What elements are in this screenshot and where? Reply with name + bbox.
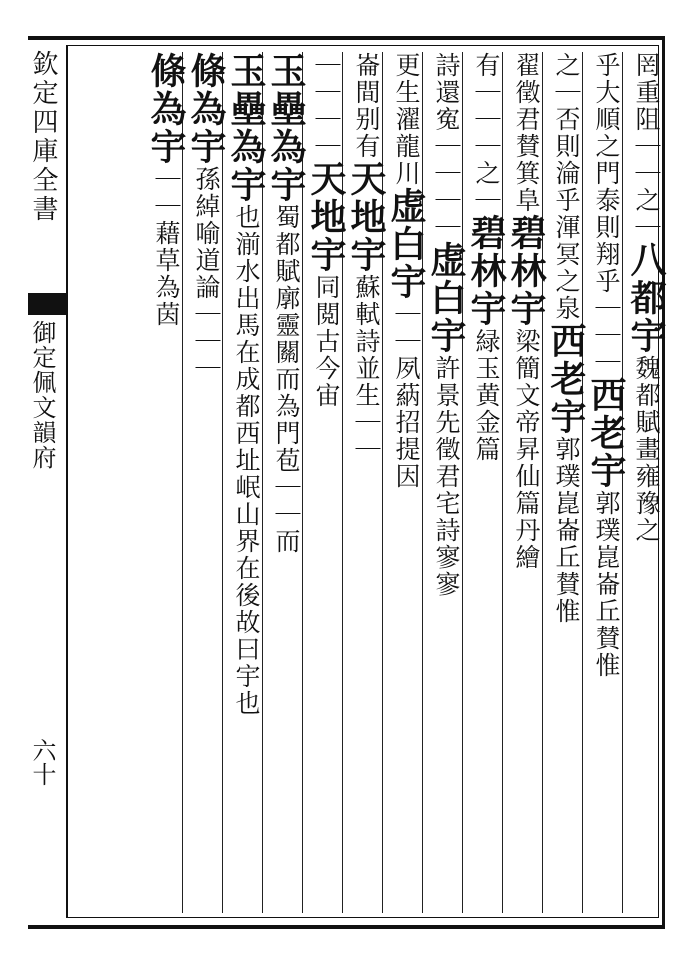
- text-column: [305, 52, 347, 916]
- entry-headword: 碧林宇: [505, 214, 547, 328]
- text-column: [625, 52, 667, 916]
- text-column: [225, 52, 267, 916]
- entry-text: ｜｜｜｜: [312, 52, 341, 160]
- entry-headword: 天地宇: [345, 160, 387, 274]
- text-column: [545, 52, 587, 916]
- entry-text: 有｜｜｜之｜: [472, 52, 501, 214]
- entry-text: 許景先徵君宅詩寥寥: [432, 355, 461, 598]
- entry-headword: 天地宇: [305, 160, 347, 274]
- entry-text: 緑玉黄金篇: [472, 328, 501, 463]
- entry-text: 也湔水出馬在成都西址岷山界在後故曰宇也: [232, 204, 261, 717]
- text-column: [385, 52, 427, 916]
- entry-headword: 條為宇: [185, 52, 227, 166]
- text-column: [345, 52, 387, 916]
- text-column: [265, 52, 307, 916]
- frame-top-border: [28, 36, 665, 40]
- text-column: [505, 52, 547, 916]
- frame-bottom-border: [28, 925, 665, 929]
- text-column: [425, 52, 467, 916]
- entry-text: 崙間别有: [352, 52, 381, 160]
- entry-headword: 玉壘為宇: [265, 52, 307, 204]
- entry-text: 詩還寃｜｜｜｜: [432, 52, 461, 241]
- entry-text: ｜｜藉草為茵: [152, 166, 181, 328]
- entry-text: 之｜否則淪乎渾冥之泉: [552, 52, 581, 322]
- text-column: [585, 52, 627, 916]
- entry-text: 蜀都賦廓靈關而為門苞｜｜而: [272, 204, 301, 555]
- text-column: [145, 52, 187, 916]
- entry-text: 梁簡文帝昇仙篇丹繪: [512, 328, 541, 571]
- entry-text: 乎大順之門泰則翔乎｜｜｜: [592, 52, 621, 376]
- frame-top-inner-border: [68, 45, 659, 46]
- entry-text: 翟徵君賛箕阜: [512, 52, 541, 214]
- frame-bottom-inner-border: [68, 917, 659, 918]
- book-title: 御定佩文韻府: [28, 320, 56, 470]
- entry-headword: 碧林宇: [465, 214, 507, 328]
- entry-text: 郭璞崑崙丘賛惟: [592, 490, 621, 679]
- page-number: 六十: [28, 738, 56, 786]
- entry-text: 孫綽喻道論｜｜｜: [192, 166, 221, 382]
- entry-text: 郭璞崑崙丘賛惟: [552, 436, 581, 625]
- collection-title: 欽定四庫全書: [28, 50, 58, 224]
- entry-headword: 八都宇: [625, 241, 667, 355]
- entry-text: 罔重阻｜｜之｜: [632, 52, 661, 241]
- text-column: [465, 52, 507, 916]
- entry-headword: 玉壘為宇: [225, 52, 267, 204]
- text-column: [185, 52, 227, 916]
- entry-headword: 虚白宇: [425, 241, 467, 355]
- entry-text: 魏都賦畫雍豫之: [632, 355, 661, 544]
- entry-headword: 西老宇: [545, 322, 587, 436]
- entry-text: ｜｜夙蒳招提因: [392, 301, 421, 490]
- entry-text: 蘇軾詩並生｜｜: [352, 274, 381, 463]
- entry-text: 同閲古今宙: [312, 274, 341, 409]
- entry-text: 更生濯龍川: [392, 52, 421, 187]
- entry-headword: 條為宇: [145, 52, 187, 166]
- entry-headword: 虚白宇: [385, 187, 427, 301]
- entry-headword: 西老宇: [585, 376, 627, 490]
- fish-tail-marker: [28, 293, 66, 315]
- margin-divider: [66, 45, 68, 918]
